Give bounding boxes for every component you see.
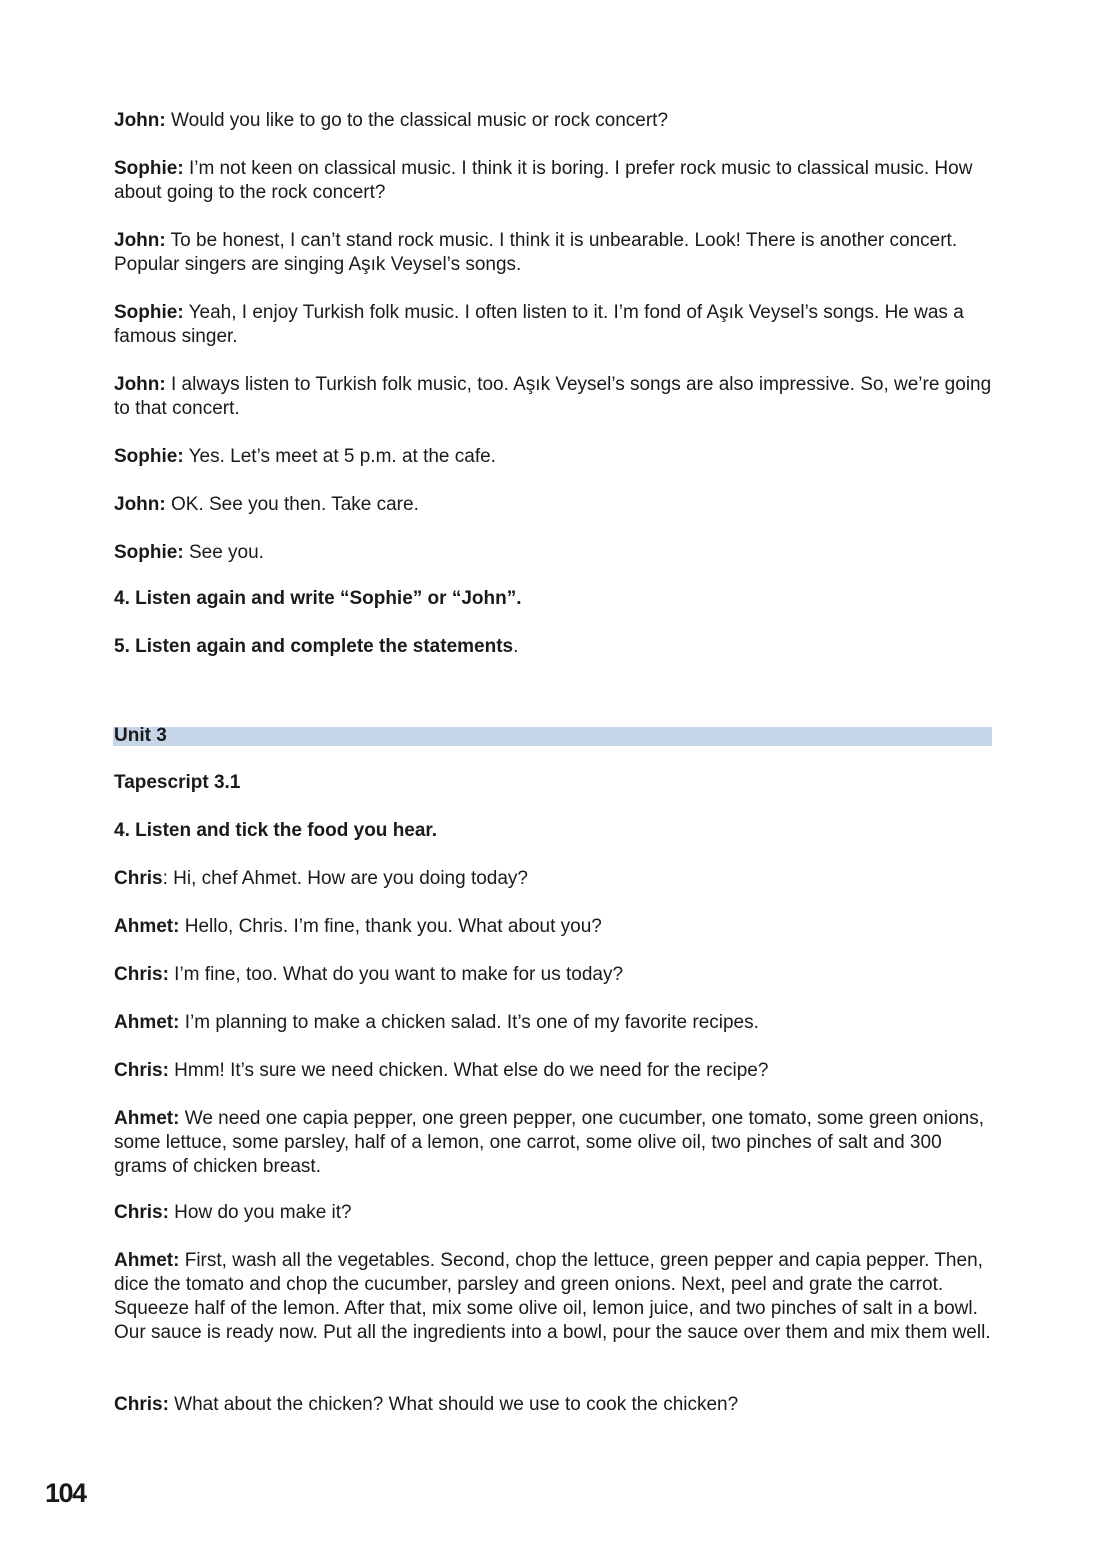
unit-instruction: 4. Listen and tick the food you hear. <box>114 820 438 841</box>
speaker-name: John: <box>114 494 166 515</box>
dialogue-line <box>114 1107 994 1179</box>
dialogue-text: I’m planning to make a chicken salad. It’s one of my favorite recipes. <box>179 1012 759 1033</box>
speaker-name: Ahmet: <box>114 1108 180 1129</box>
dialogue-line <box>114 1059 994 1083</box>
speaker-name: John: <box>114 230 166 251</box>
dialogue-text: Yes. Let’s meet at 5 p.m. at the cafe. <box>183 446 496 467</box>
instruction-5-tail: . <box>513 636 519 657</box>
dialogue-text: : Hi, chef Ahmet. How are you doing today? <box>162 868 529 889</box>
dialogue-line <box>114 445 994 469</box>
speaker-name: Chris: <box>114 964 169 985</box>
dialogue-line <box>114 1011 994 1035</box>
dialogue-line <box>114 1201 994 1225</box>
dialogue-text: What about the chicken? What should we use to cook the chicken? <box>168 1394 739 1415</box>
dialogue-text: Hello, Chris. I’m fine, thank you. What about you? <box>179 916 602 937</box>
speaker-name: Ahmet: <box>114 1250 180 1271</box>
dialogue-text: I always listen to Turkish folk music, too. Aşık Veysel’s songs are also impressive. So, we’re going to that concert. <box>114 374 992 419</box>
speaker-name: Chris: <box>114 1202 169 1223</box>
dialogue-line <box>114 963 994 987</box>
instruction-5-text: 5. Listen again and complete the statements <box>114 636 514 657</box>
dialogue-text: OK. See you then. Take care. <box>165 494 419 515</box>
unit-title: Unit 3 <box>114 725 167 746</box>
dialogue-line <box>114 157 994 205</box>
speaker-name: Chris <box>114 868 163 889</box>
dialogue-text: Would you like to go to the classical music or rock concert? <box>165 110 669 131</box>
dialogue-text: I’m fine, too. What do you want to make for us today? <box>168 964 624 985</box>
dialogue-text: We need one capia pepper, one green pepper, one cucumber, one tomato, some green onions, some lettuce, some parsley, half of a lemon, one carrot, some olive oil, two pinches of salt and 300 grams of chicken breast. <box>114 1108 985 1177</box>
dialogue-text: See you. <box>183 542 264 563</box>
speaker-name: Sophie: <box>114 446 184 467</box>
dialogue-line <box>114 1393 994 1417</box>
dialogue-line <box>114 1249 994 1345</box>
instruction-5 <box>114 635 994 659</box>
speaker-name: Ahmet: <box>114 916 180 937</box>
dialogue-text: Yeah, I enjoy Turkish folk music. I often listen to it. I’m fond of Aşık Veysel’s songs. He was a famous singer. <box>114 302 964 347</box>
dialogue-text: Hmm! It’s sure we need chicken. What else do we need for the recipe? <box>168 1060 769 1081</box>
speaker-name: John: <box>114 110 166 131</box>
dialogue-line <box>114 301 994 349</box>
dialogue-line <box>114 229 994 277</box>
speaker-name: Sophie: <box>114 158 184 179</box>
dialogue-line <box>114 915 994 939</box>
speaker-name: Ahmet: <box>114 1012 180 1033</box>
dialogue-text: How do you make it? <box>168 1202 352 1223</box>
speaker-name: John: <box>114 374 166 395</box>
dialogue-line <box>114 373 994 421</box>
dialogue-line <box>114 109 994 133</box>
instruction-4: 4. Listen again and write “Sophie” or “John”. <box>114 588 522 609</box>
speaker-name: Sophie: <box>114 302 184 323</box>
speaker-name: Chris: <box>114 1060 169 1081</box>
speaker-name: Chris: <box>114 1394 169 1415</box>
dialogue-line <box>114 541 994 565</box>
dialogue-text: First, wash all the vegetables. Second, chop the lettuce, green pepper and capia pepper. Then, dice the tomato and chop the cucumber, parsley and green onions. Next, peel and grate the carrot. Squeeze half of the lemon. After that, mix some olive oil, lemon juice, and two pinches of salt in a bowl. Our sauce is ready now. Put all the ingredients into a bowl, pour the sauce over them and mix them well. <box>114 1250 991 1343</box>
speaker-name: Sophie: <box>114 542 184 563</box>
page-number: 104 <box>45 1478 86 1508</box>
dialogue-line <box>114 493 994 517</box>
tapescript-title: Tapescript 3.1 <box>114 772 241 793</box>
dialogue-text: To be honest, I can’t stand rock music. I think it is unbearable. Look! There is another concert. Popular singers are singing Aşık Veysel’s songs. <box>114 230 958 275</box>
unit-header-band <box>113 727 992 746</box>
dialogue-text: I’m not keen on classical music. I think it is boring. I prefer rock music to classical music. How about going to the rock concert? <box>114 158 973 203</box>
dialogue-line <box>114 867 994 891</box>
